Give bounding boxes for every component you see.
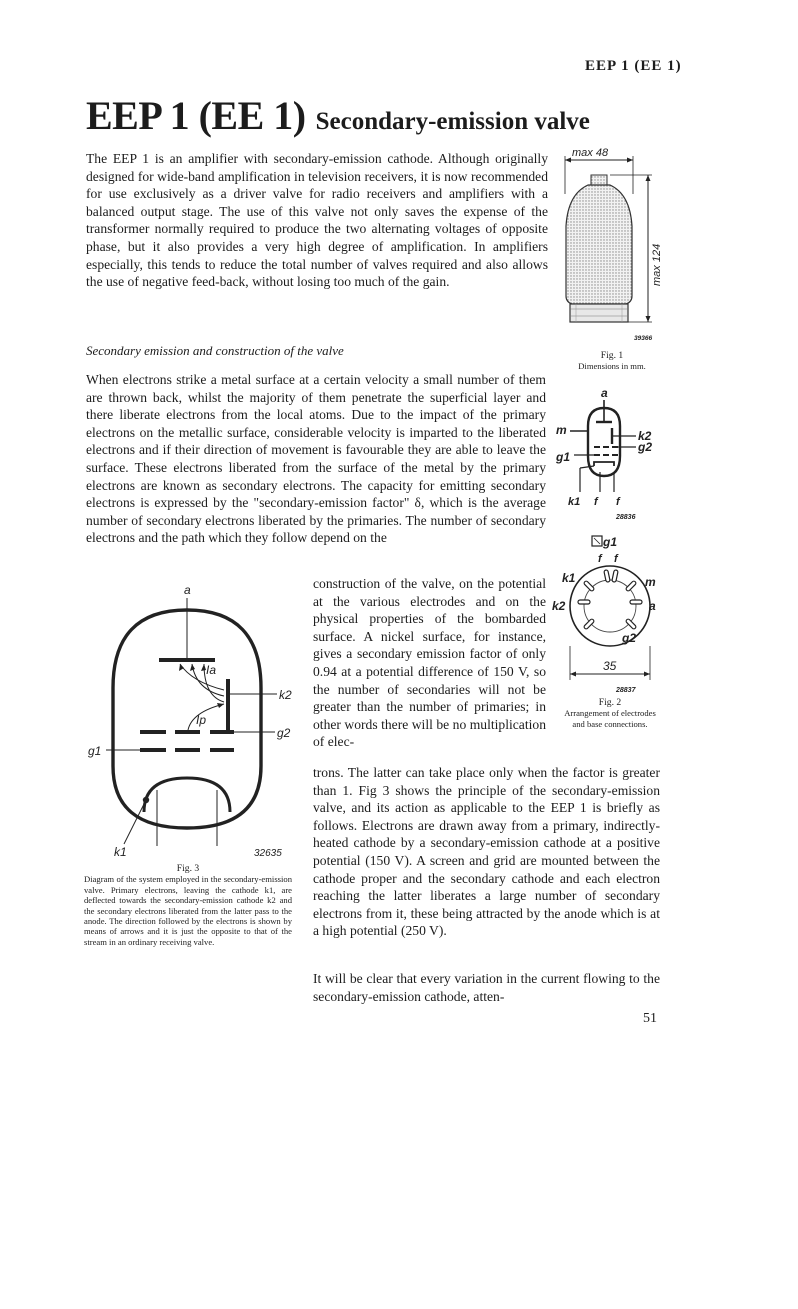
section-heading: Secondary emission and construction of the valve — [86, 343, 344, 358]
intro-paragraph: The EEP 1 is an amplifier with secondary-emission cathode. Although originally designed for wide-band amplification in television receivers, it is now recommended for use exclusively as a driver valve for radio receivers and amplifiers with a balanced output stage. The use of this valve not only saves the expense of the transformer normally required to produce the two alternating voltages of opposite phase, but it also provides a very high degree of amplification. In amplifiers especially, this tends to reduce the total number of valves required and also allows the use of negative feed-back, without losing too much of the gain. — [86, 151, 548, 290]
fig3-caption — [84, 864, 292, 947]
fig1-width-label: max 48 — [572, 147, 609, 159]
fig2-base-connections — [548, 524, 670, 696]
fig2-caption — [560, 698, 660, 729]
fig1-caption-text: Dimensions in mm. — [578, 361, 646, 372]
fig2-caption-text: Arrangement of electrodes and base connections. — [564, 708, 656, 729]
sym-label-m: m — [556, 423, 567, 437]
fig3-number: 32635 — [254, 848, 282, 859]
sym-label-f1: f — [594, 496, 598, 508]
fig1-caption-label: Fig. 1 — [600, 350, 624, 361]
sym-label-k2: k2 — [638, 429, 652, 443]
fig3-label-g2: g2 — [277, 726, 291, 740]
fig1-valve-outline — [552, 146, 670, 346]
fig2-label-m: m — [645, 575, 656, 589]
fig1-caption — [552, 351, 672, 372]
fig2-label-k1: k1 — [562, 571, 576, 585]
sym-label-g2: g2 — [638, 440, 653, 454]
body-paragraph-3: trons. The latter can take place only when the factor is greater than 1. Fig 3 shows the principle of the secondary-emission valve, and its action as applicable to the EEP 1 is briefly as follows. Electrons are drawn away from a primary, indirectly-heated cathode by a secondary-emission cathode at a positive potential (150 V). A screen and grid are mounted between the cathode proper and the secondary cathode and each electron reaching the latter liberates a large number of secondary electrons from it, these being attracted by the anode which is at a high potential (250 V). — [313, 765, 660, 939]
body-paragraph-4: It will be clear that every variation in the current flowing to the secondary-emission cathode, atten- — [313, 971, 660, 1004]
sym-number: 28836 — [616, 514, 636, 521]
fig3-principle-diagram — [84, 578, 304, 860]
fig1-number: 39366 — [634, 335, 653, 342]
fig3-caption-text: Diagram of the system employed in the secondary-emission valve. Primary electrons, leaving the cathode k1, are deflected towards the secondary-emission cathode k2 and the secondary electrons liberated from the latter pass to the anode. The direction followed by the electrons is shown by means of arrows and it is just the opposite to that of the stream in an ordinary receiving valve. — [84, 874, 292, 947]
title-subtitle: Secondary-emission valve — [315, 108, 590, 135]
sym-label-k1: k1 — [568, 496, 581, 508]
fig3-label-g1: g1 — [88, 744, 102, 758]
fig2-caption-label: Fig. 2 — [598, 697, 622, 708]
fig2-label-g2: g2 — [622, 631, 637, 645]
fig1-height-label: max 124 — [651, 243, 663, 286]
sym-label-f2: f — [616, 496, 620, 508]
fig2-label-f1: f — [598, 553, 602, 565]
fig3-label-a: a — [184, 583, 191, 597]
fig3-label-Ia: Ia — [206, 663, 217, 677]
page-title — [86, 92, 590, 139]
body-paragraph-1: When electrons strike a metal surface at a certain velocity a small number of them are thrown back, whilst the majority of them penetrate the superficial layer and there liberate electrons from the local atoms. Due to the impact of the primary electrons on the metallic surface, considerable velocity is imparted to the liberated electrons and if their direction of movement is favourable they are able to leave the surface. These electrons liberated from the surface of the metal by the primary electrons are known as secondary electrons. The capacity for emitting secondary electrons is expressed by the "secondary-emission factor" δ, which is the average number of secondary electrons liberated by the primaries. The number of secondary electrons and the path which they follow depend on the — [86, 372, 546, 546]
fig3-label-k1: k1 — [114, 845, 127, 859]
fig3-label-k2: k2 — [279, 688, 292, 702]
fig2-label-a: a — [649, 599, 656, 613]
sym-label-a: a — [601, 386, 608, 400]
running-head: EEP 1 (EE 1) — [585, 58, 682, 74]
title-main: EEP 1 (EE 1) — [86, 93, 306, 138]
page-number: 51 — [643, 1011, 657, 1026]
fig3-label-Ip: Ip — [196, 713, 207, 727]
fig-valve-symbol — [552, 384, 667, 522]
fig2-label-k2: k2 — [552, 599, 566, 613]
fig2-number: 28837 — [616, 687, 636, 694]
fig3-caption-label: Fig. 3 — [176, 863, 200, 874]
fig2-label-f2: f — [614, 553, 618, 565]
sym-label-g1: g1 — [556, 450, 571, 464]
body-paragraph-2: construction of the valve, on the potential at the various electrodes and on the physical properties of the bombarded surface. A nickel surface, for instance, gives a secondary emission factor of only 0.94 at a potential difference of 150 V, so the number of secondaries will not be greater than the number of primaries; in other words there will be no multiplication of elec- — [313, 576, 546, 750]
fig2-dim-label: 35 — [603, 659, 617, 673]
fig2-label-g1: g1 — [603, 535, 618, 549]
